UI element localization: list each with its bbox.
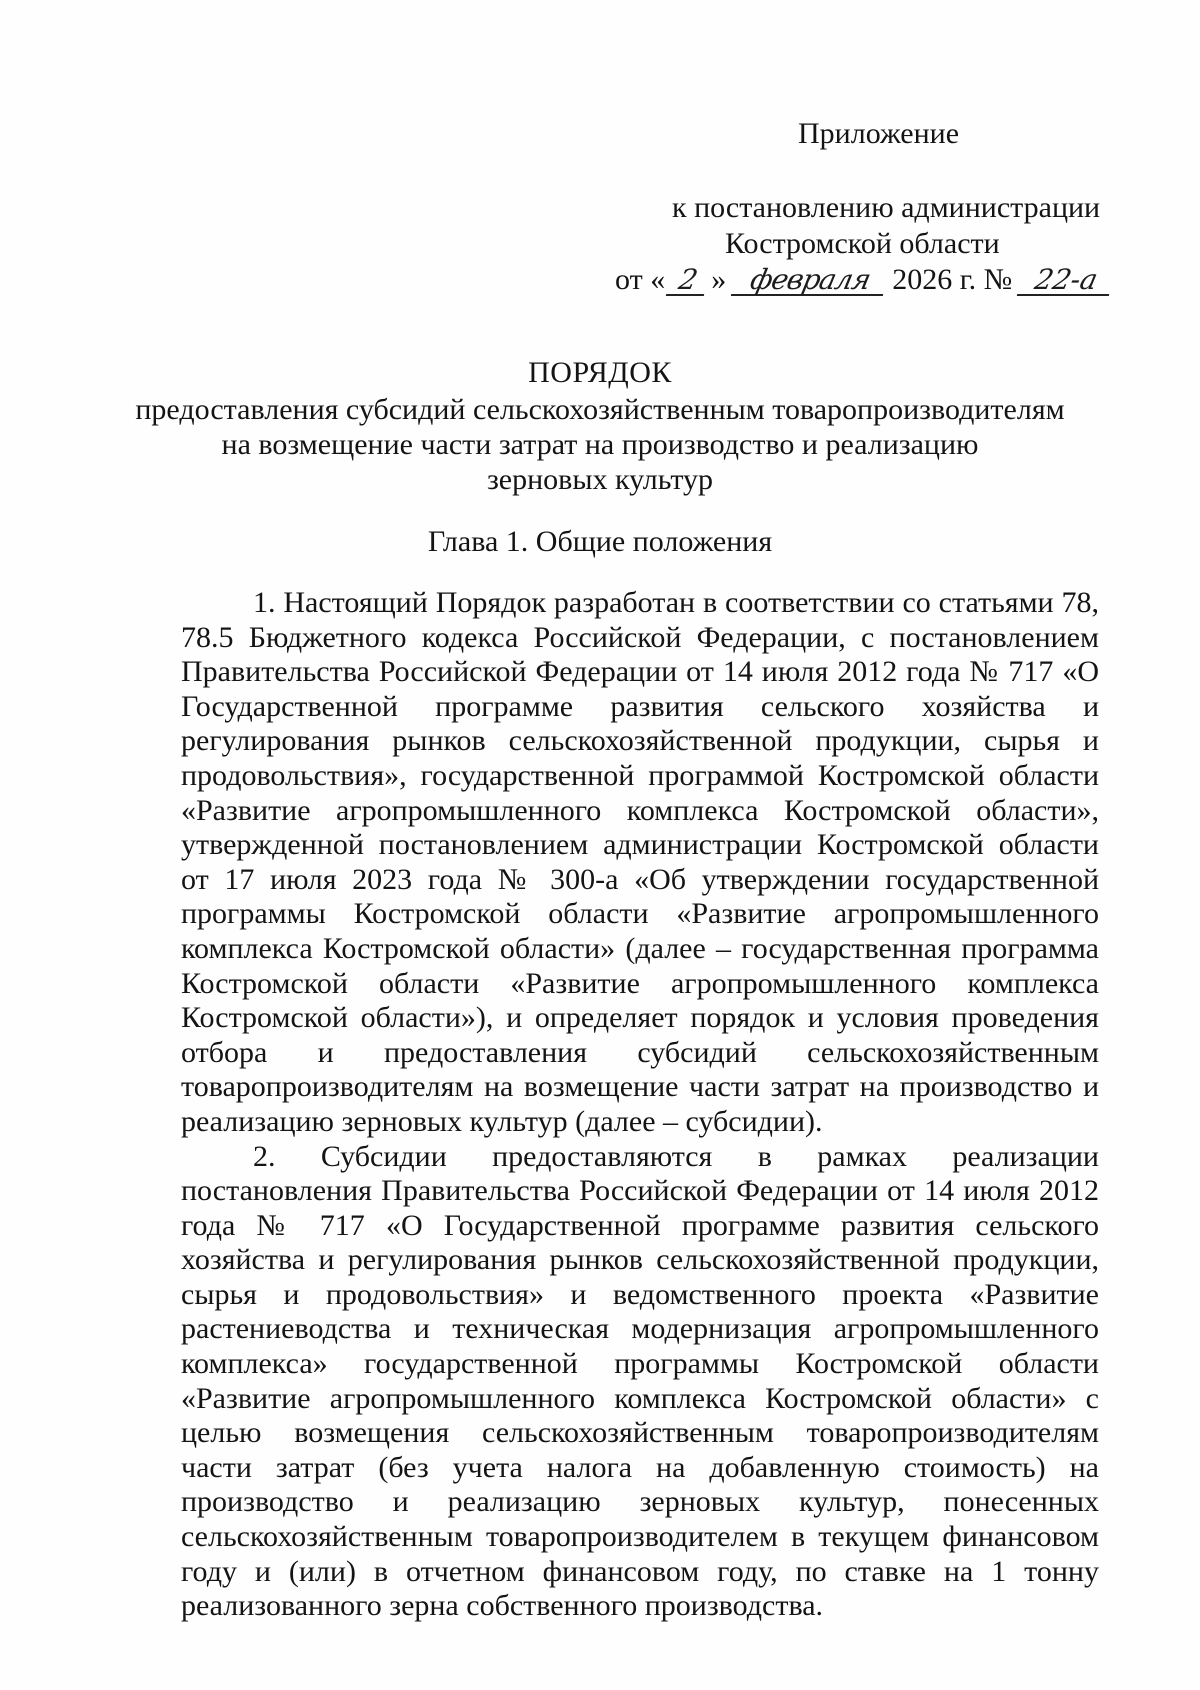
document-subtitle-line-2: на возмещение части затрат на производство и реализацию	[221, 428, 979, 461]
date-quote-close: »	[711, 263, 727, 296]
document-subtitle-line-1: предоставления субсидий сельскохозяйственным товаропроизводителям	[135, 393, 1065, 426]
handwritten-day: 2	[666, 266, 710, 296]
document-body	[181, 586, 1099, 1624]
appendix-label: Приложение	[798, 117, 960, 150]
decree-reference: к постановлению администрации	[672, 191, 1101, 224]
paragraph-2: 2. Субсидии предоставляются в рамках реализации постановления Правительства Российской Федерации от 14 июля 2012 года № 717 «О Государственной программе развития сельского хозяйства и регулирования рынков сельскохозяйственной продукции, сырья и продовольствия» и ведомственного проекта «Развитие растениеводства и техническая модернизация агропромышленного комплекса» государственной программы Костромской области «Развитие агропромышленного комплекса Костромской области» с целью возмещения сельскохозяйственным товаропроизводителям части затрат (без учета налога на добавленную стоимость) на производство и реализацию зерновых культур, понесенных сельскохозяйственным товаропроизводителем в текущем финансовом году и (или) в отчетном финансовом году, по ставке на 1 тонну реализованного зерна собственного производства.	[181, 1139, 1099, 1623]
decree-date-line	[615, 262, 1112, 298]
chapter-heading: Глава 1. Общие положения	[427, 525, 773, 558]
date-year-number-label: 2026 г. №	[892, 263, 1013, 296]
document-subtitle-line-3: зерновых культур	[486, 463, 714, 496]
handwritten-month: февраля	[731, 266, 889, 296]
date-prefix: от «	[615, 263, 666, 296]
document-title: ПОРЯДОК	[528, 356, 672, 389]
handwritten-decree-number: 22-а	[1017, 266, 1115, 296]
region-name: Костромской области	[725, 227, 1000, 260]
paragraph-1: 1. Настоящий Порядок разработан в соответствии со статьями 78, 78.5 Бюджетного кодекса Российской Федерации, с постановлением Правительства Российской Федерации от 14 июля 2012 года № 717 «О Государственной программе развития сельского хозяйства и регулирования рынков сельскохозяйственной продукции, сырья и продовольствия», государственной программой Костромской области «Развитие агропромышленного комплекса Костромской области», утвержденной постановлением администрации Костромской области от 17 июля 2023 года № 300-а «Об утверждении государственной программы Костромской области «Развитие агропромышленного комплекса Костромской области» (далее – государственная программа Костромской области «Развитие агропромышленного комплекса Костромской области»), и определяет порядок и условия проведения отбора и предоставления субсидий сельскохозяйственным товаропроизводителям на возмещение части затрат на производство и реализацию зерновых культур (далее – субсидии).	[181, 586, 1099, 1138]
